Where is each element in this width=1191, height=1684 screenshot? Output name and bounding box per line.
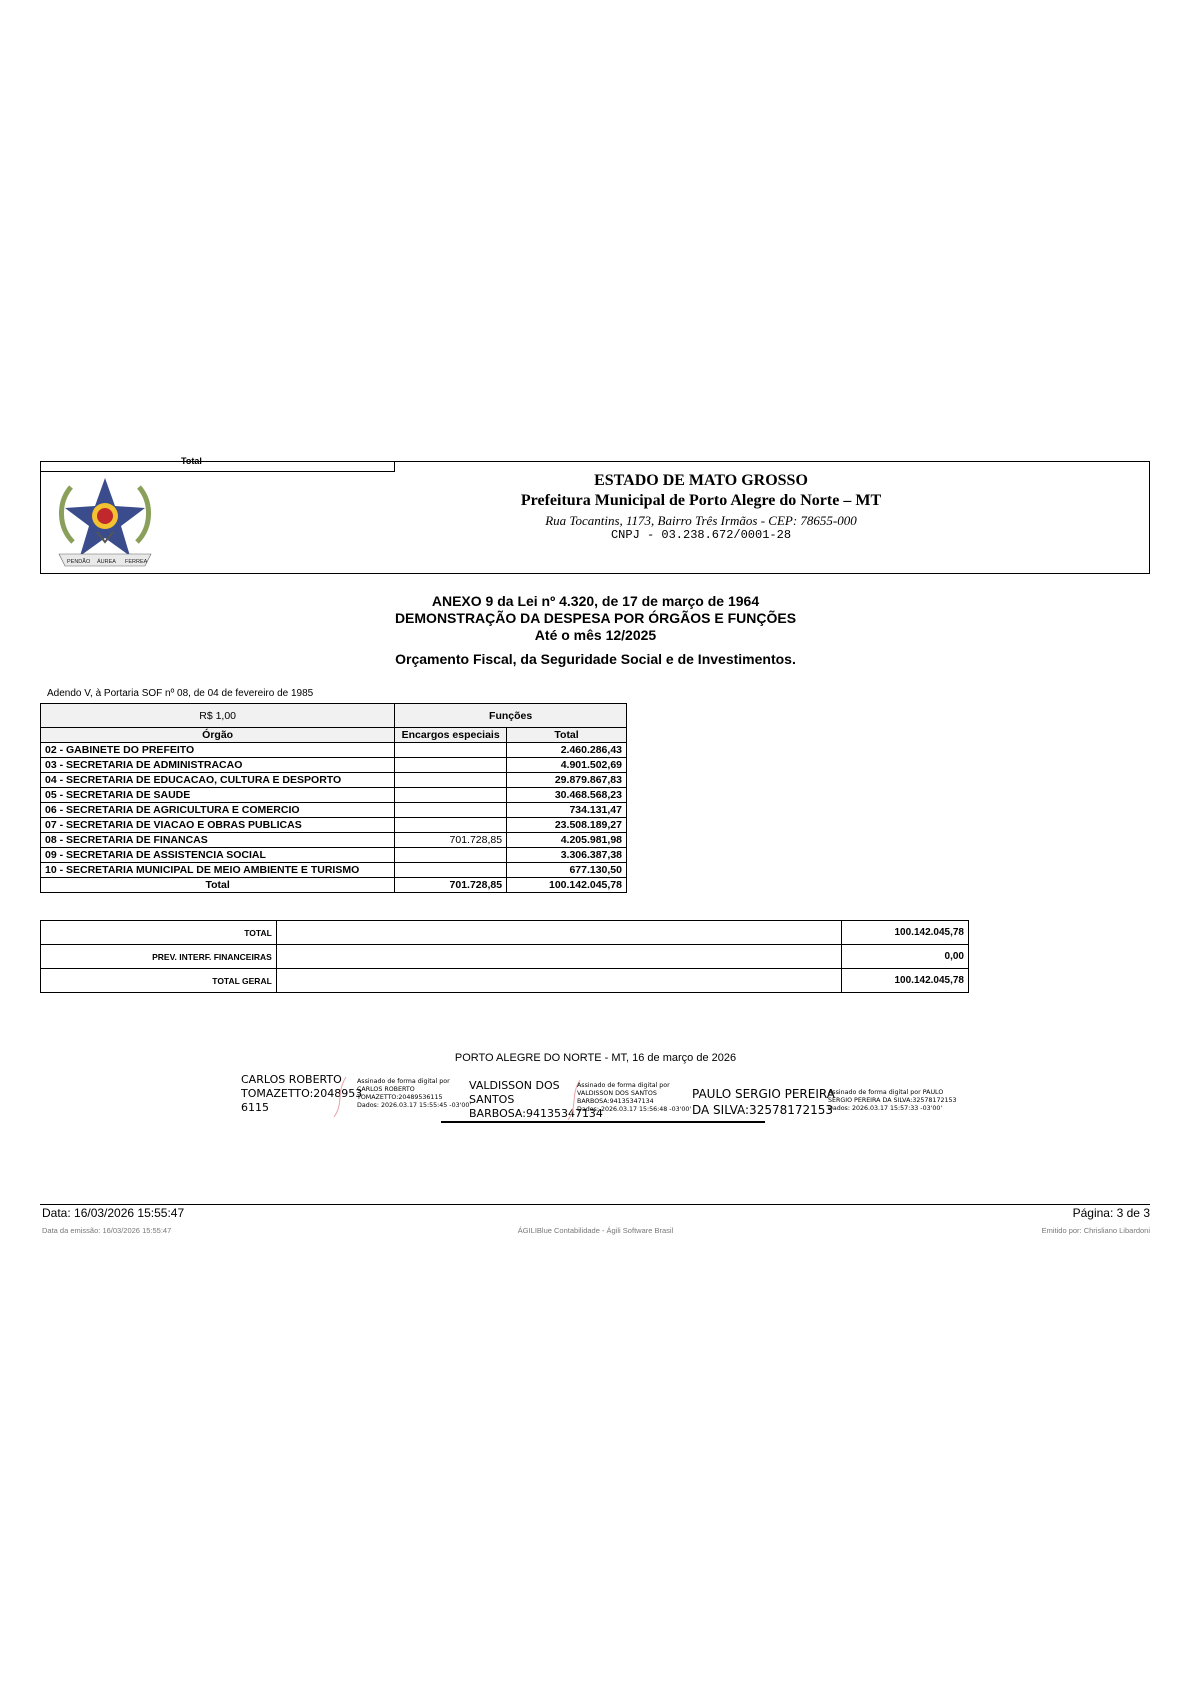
signer-name-line: 6115: [241, 1101, 269, 1114]
total-cell: 23.508.189,27: [507, 818, 627, 833]
encargos-cell: [395, 773, 507, 788]
state-name: ESTADO DE MATO GROSSO: [594, 472, 808, 489]
total-cell: 4.205.981,98: [507, 833, 627, 848]
page-number: Página: 3 de 3: [1072, 1206, 1150, 1220]
table-row: [41, 818, 627, 833]
signature-underline: [441, 1121, 765, 1123]
signer-name-line: DA SILVA:32578172153: [692, 1103, 834, 1117]
report-title-period: Até o mês 12/2025: [534, 627, 657, 643]
signature-note-line: BARBOSA:94135347134: [577, 1098, 654, 1105]
orgao-header: Órgão: [41, 728, 395, 743]
signer-name-line: VALDISSON DOS: [469, 1079, 560, 1092]
summary-label: TOTAL: [41, 921, 277, 945]
orgao-cell: 08 - SECRETARIA DE FINANCAS: [41, 833, 395, 848]
orgao-cell: 07 - SECRETARIA DE VIACAO E OBRAS PUBLICAS: [41, 818, 395, 833]
total-cell: 677.130,50: [507, 863, 627, 878]
signer-name-line: SANTOS: [469, 1093, 515, 1106]
summary-table: [40, 920, 969, 993]
orgao-cell: 03 - SECRETARIA DE ADMINISTRACAO: [41, 758, 395, 773]
total-cell: 30.468.568,23: [507, 788, 627, 803]
signature-stroke-1: [330, 1073, 350, 1123]
total-cell: 29.879.867,83: [507, 773, 627, 788]
header-box: [40, 456, 1150, 574]
signature-block-3: [692, 1086, 835, 1118]
logo-ribbon-3: FERREA: [125, 559, 148, 565]
expense-table: [40, 703, 627, 893]
table-row: [41, 863, 627, 878]
total-cell: 3.306.387,38: [507, 848, 627, 863]
orgao-cell: 02 - GABINETE DO PREFEITO: [41, 743, 395, 758]
table-row: [41, 833, 627, 848]
signature-note-1: [357, 1078, 471, 1110]
summary-row: [41, 969, 969, 993]
total-cell: 4.901.502,69: [507, 758, 627, 773]
header-cut-cell: [41, 462, 395, 472]
table-row: [41, 788, 627, 803]
issuer-name: Emitido por: Chrisliano Libardoni: [1041, 1226, 1150, 1235]
table-header-row-1: [41, 704, 627, 728]
municipal-coat-of-arms-icon: [53, 472, 157, 568]
header-cut-label: Total: [181, 456, 202, 466]
signature-note-3: [828, 1089, 956, 1113]
total-cell: 734.131,47: [507, 803, 627, 818]
table-row: [41, 743, 627, 758]
orgao-cell: 06 - SECRETARIA DE AGRICULTURA E COMERCIO: [41, 803, 395, 818]
summary-label: TOTAL GERAL: [41, 969, 277, 993]
summary-row: [41, 945, 969, 969]
table-row: [41, 773, 627, 788]
summary-blank-cell: [276, 921, 841, 945]
table-row: [41, 803, 627, 818]
orgao-cell: 04 - SECRETARIA DE EDUCACAO, CULTURA E DESPORTO: [41, 773, 395, 788]
encargos-header: Encargos especiais: [395, 728, 507, 743]
footer-divider: [40, 1204, 1150, 1205]
total-row-label: Total: [41, 878, 395, 893]
footer-date: Data: 16/03/2026 15:55:47: [42, 1206, 185, 1220]
adendo-note: Adendo V, à Portaria SOF nº 08, de 04 de fevereiro de 1985: [47, 688, 314, 699]
emission-date: Data da emissão: 16/03/2026 15:55:47: [42, 1226, 172, 1235]
prefecture-address: Rua Tocantins, 1173, Bairro Três Irmãos - CEP: 78655-000: [545, 513, 857, 528]
report-title-main: DEMONSTRAÇÃO DA DESPESA POR ÓRGÃOS E FUNÇÕES: [394, 610, 797, 626]
signature-note-line: Assinado de forma digital por: [577, 1082, 670, 1089]
summary-value: 0,00: [842, 945, 969, 969]
signature-note-line: Assinado de forma digital por PAULO: [828, 1089, 944, 1096]
orgao-cell: 05 - SECRETARIA DE SAUDE: [41, 788, 395, 803]
signature-note-line: Assinado de forma digital por: [357, 1078, 450, 1085]
summary-row: [41, 921, 969, 945]
encargos-cell: [395, 758, 507, 773]
signature-note-line: SERGIO PEREIRA DA SILVA:32578172153: [828, 1097, 957, 1104]
total-row-encargos: 701.728,85: [395, 878, 507, 893]
logo-ribbon-2: ÁUREA: [97, 559, 116, 565]
summary-value: 100.142.045,78: [842, 969, 969, 993]
signature-note-line: Dados: 2026.03.17 15:56:48 -03'00': [577, 1106, 692, 1113]
encargos-cell: [395, 818, 507, 833]
summary-blank-cell: [276, 969, 841, 993]
encargos-cell: 701.728,85: [395, 833, 507, 848]
summary-blank-cell: [276, 945, 841, 969]
signer-name-line: PAULO SERGIO PEREIRA: [692, 1087, 835, 1101]
signer-name-line: CARLOS ROBERTO: [241, 1073, 342, 1086]
orgao-cell: 10 - SECRETARIA MUNICIPAL DE MEIO AMBIENTE E TURISMO: [41, 863, 395, 878]
signer-name-line: TOMAZETTO:2048953: [241, 1087, 363, 1100]
total-row-total: 100.142.045,78: [507, 878, 627, 893]
signature-note-line: CARLOS ROBERTO: [357, 1086, 415, 1093]
table-total-row: [41, 878, 627, 893]
logo-ribbon-1: PENDÃO: [67, 559, 91, 565]
table-row: [41, 758, 627, 773]
encargos-cell: [395, 848, 507, 863]
signature-note-line: Dados: 2026.03.17 15:57:33 -03'00': [828, 1105, 943, 1112]
signature-note-2: [577, 1082, 691, 1114]
summary-label: PREV. INTERF. FINANCEIRAS: [41, 945, 277, 969]
encargos-cell: [395, 803, 507, 818]
prefecture-name: Prefeitura Municipal de Porto Alegre do Norte – MT: [520, 492, 882, 509]
currency-cell: R$ 1,00: [41, 704, 395, 728]
encargos-cell: [395, 788, 507, 803]
prefecture-cnpj: CNPJ - 03.238.672/0001-28: [610, 528, 792, 542]
encargos-cell: [395, 863, 507, 878]
report-title-budget: Orçamento Fiscal, da Seguridade Social e de Investimentos.: [395, 651, 796, 667]
encargos-cell: [395, 743, 507, 758]
funcoes-header: Funções: [395, 704, 627, 728]
report-title-law: ANEXO 9 da Lei nº 4.320, de 17 de março de 1964: [431, 593, 760, 609]
table-header-row-2: [41, 728, 627, 743]
signature-note-line: Dados: 2026.03.17 15:55:45 -03'00': [357, 1102, 472, 1109]
signature-note-line: TOMAZETTO:20489536115: [357, 1094, 443, 1101]
signer-name-line: BARBOSA:94135347134: [469, 1107, 603, 1120]
table-row: [41, 848, 627, 863]
summary-value: 100.142.045,78: [842, 921, 969, 945]
signature-note-line: VALDISSON DOS SANTOS: [577, 1090, 657, 1097]
total-header: Total: [507, 728, 627, 743]
orgao-cell: 09 - SECRETARIA DE ASSISTENCIA SOCIAL: [41, 848, 395, 863]
total-cell: 2.460.286,43: [507, 743, 627, 758]
software-credit: ÁGILIBlue Contabilidade - Ágili Software Brasil: [517, 1226, 674, 1235]
place-date: PORTO ALEGRE DO NORTE - MT, 16 de março de 2026: [454, 1052, 737, 1064]
